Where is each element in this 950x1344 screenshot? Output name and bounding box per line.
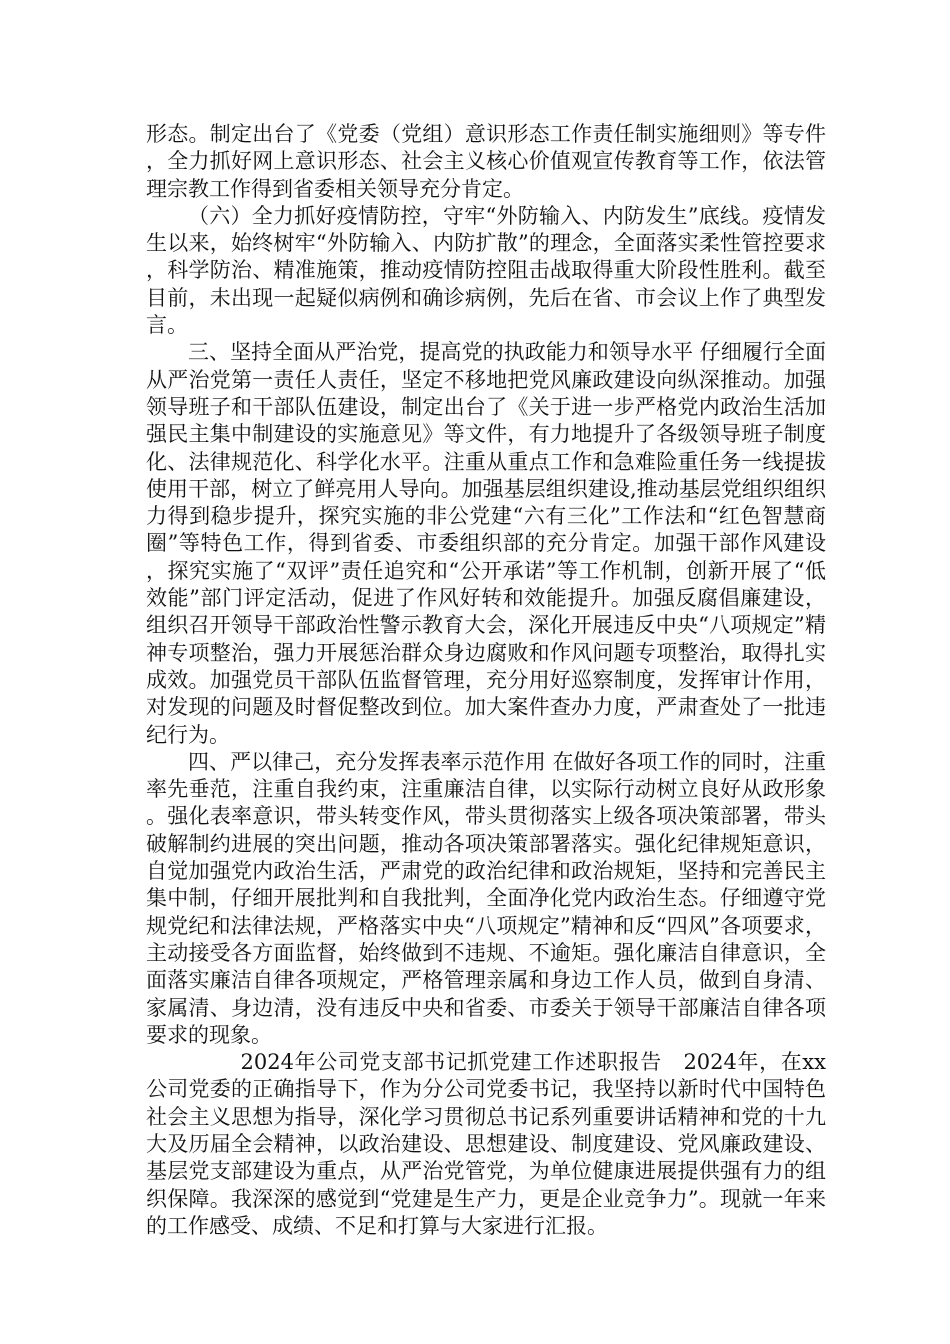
paragraph-self-discipline: 四、严以律己，充分发挥表率示范作用 在做好各项工作的同时，注重率先垂范，注重自我约束，注重廉洁自律，以实际行动树立良好从政形象。强化表率意识，带头转变作风，带头贯彻落实上级各项决策部署，带头破解制约进展的突出问题，推动各项决策部署落实。强化纪律规矩意识，自觉加强党内政治生活，严肃党的政治纪律和政治规矩，坚持和完善民主集中制，仔细开展批判和自我批判，全面净化党内政治生态。仔细遵守党规党纪和法律法规，严格落实中央“八项规定”精神和反“四风”各项要求，主动接受各方面监督，始终做到不违规、不逾矩。强化廉洁自律意识，全面落实廉洁自律各项规定，严格管理亲属和身边工作人员，做到自身清、家属清、身边清，没有违反中央和省委、市委关于领导干部廉洁自律各项要求的现象。 — [146, 749, 826, 1047]
paragraph-ideology-work: 形态。制定出台了《党委（党组）意识形态工作责任制实施细则》等专件，全力抓好网上意识形态、社会主义核心价值观宣传教育等工作，依法管理宗教工作得到省委相关领导充分肯定。 — [146, 122, 826, 201]
document-body — [146, 121, 826, 1240]
paragraph-report-title-and-intro: 2024年公司党支部书记抓党建工作述职报告 2024年，在xx公司党委的正确指导下，作为分公司党委书记，我坚持以新时代中国特色社会主义思想为指导，深化学习贯彻总书记系列重要讲话精神和党的十九大及历届全会精神，以政治建设、思想建设、制度建设、党风廉政建设、基层党支部建设为重点，从严治党管党，为单位健康进展提供强有力的组织保障。我深深的感觉到“党建是生产力，更是企业竞争力”。现就一年来的工作感受、成绩、不足和打算与大家进行汇报。 — [146, 1050, 826, 1238]
paragraph-strict-party-governance: 三、坚持全面从严治党，提高党的执政能力和领导水平 仔细履行全面从严治党第一责任人责任，坚定不移地把党风廉政建设向纵深推动。加强领导班子和干部队伍建设，制定出台了《关于进一步严格党内政治生活加强民主集中制建设的实施意见》等文件，有力地提升了各级领导班子制度化、法律规范化、科学化水平。注重从重点工作和急难险重任务一线提拔使用干部，树立了鲜亮用人导向。加强基层组织建设,推动基层党组织组织力得到稳步提升，探究实施的非公党建“六有三化”工作法和“红色智慧商圈”等特色工作，得到省委、市委组织部的充分肯定。加强干部作风建设，探究实施了“双评”责任追究和“公开承诺”等工作机制，创新开展了“低效能”部门评定活动，促进了作风好转和效能提升。加强反腐倡廉建设，组织召开领导干部政治性警示教育大会，深化开展违反中央“八项规定”精神专项整治，强力开展惩治群众身边腐败和作风问题专项整治，取得扎实成效。加强党员干部队伍监督管理，充分用好巡察制度，发挥审计作用，对发现的问题及时督促整改到位。加大案件查办力度，严肃查处了一批违纪行为。 — [146, 340, 826, 747]
paragraph-epidemic-control: （六）全力抓好疫情防控，守牢“外防输入、内防发生”底线。疫情发生以来，始终树牢“外防输入、内防扩散”的理念，全面落实柔性管控要求，科学防治、精准施策，推动疫情防控阻击战取得重大阶段性胜利。截至目前，未出现一起疑似病例和确诊病例，先后在省、市会议上作了典型发言。 — [146, 203, 826, 338]
